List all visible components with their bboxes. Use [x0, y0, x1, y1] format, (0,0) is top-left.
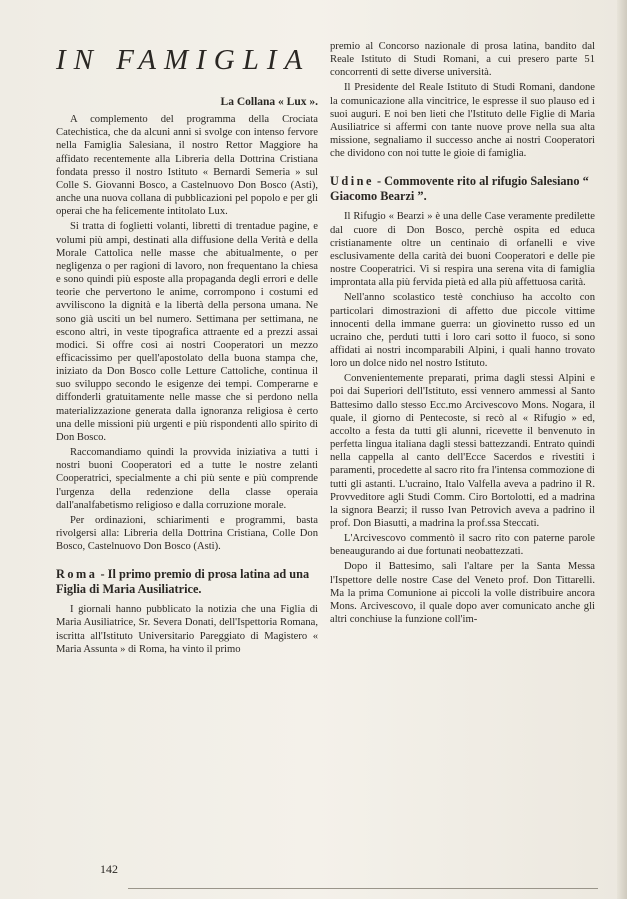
page-edge-shadow — [617, 0, 627, 899]
section-heading-udine — [330, 174, 595, 204]
paragraph: Il Presidente del Reale Istituto di Studi Romani, dandone la comunicazione alla vincitrice, le espresse il suo plauso ed i suoi auguri. E noi ben lieti che l'Istituto delle Figlie di Maria Ausiliatrice si affermi con tante nuove prove nella sua alta missione, segnaliamo il successo anche ai nostri Cooperatori che dividono con noi tutte le gioie di famiglia. — [330, 82, 595, 160]
section-heading-roma — [56, 567, 318, 597]
paragraph: Convenientemente preparati, prima dagli stessi Alpini e poi dai Superiori dell'Istituto, essi vennero ammessi al Santo Battesimo dallo stesso Ecc.mo Arcivescovo Mons. Nogara, il quale, il giorno di Pentecoste, si recò al « Rifugio » ed, accolto a festa da tutti gli alunni, ricevette il benvenuto in perfetta lingua italiana dagli stessi battezzandi. Entrato quindi nella cappella al canto dell'Ecce Sacerdos e rivestiti i paramenti, procedette al sacro rito fra l'intensa commozione di tutti gli astanti. L'ucraino, Italo Valfella aveva a padrino il R. Provveditore agli Studi Comm. Ciro Bortolotti, ed a madrina la signora Bearzi; il russo Ivan Petrovich aveva a padrino il prof. Don Biasutti, a madrina la prof.ssa Steccati. — [330, 373, 595, 529]
paragraph: Si tratta di foglietti volanti, libretti di trentadue pagine, e volumi più ampi, destinati alla diffusione della Verità e della Morale Cattolica nelle masse che abitualmente, o per negligenza o per ragioni di lavoro, non frequentano la chiesa e sono quindi più esposte alla propaganda degli errori e delle teorie che pervertono le anime, corrompono i costumi ed avviliscono la dignità e la libertà della persona umana. Ne sono già usciti un bel numero. Settimana per settimana, ne escono altri, in veste tipografica attraente ed a prezzi assai modici. Si offre così ai nostri Cooperatori un mezzo efficacissimo per quell'apostolato della buona stampa che, iniziato da Don Bosco colle Letture Cattoliche, continua il suo sviluppo secondo le esigenze dei tempi. Comperarne e diffonderli gratuitamente nelle masse che si perdono nella materializzazione generata dalla ignoranza religiosa è certo una delle missioni più urgenti e più rispondenti allo spirito di Don Bosco. — [56, 221, 318, 443]
section-place: Udine — [330, 174, 374, 189]
paragraph: A complemento del programma della Crociata Catechistica, che da alcuni anni si svolge con intenso fervore nella Famiglia Salesiana, il nostro Rettor Maggiore ha affidato recentemente alla Libreria della Dottrina Cristiana fondata presso il nostro Istituto « Bernardi Semeria » sul Colle S. Giovanni Bosco, a Castelnuovo Don Bosco (Asti), anche una nuova collana di pubblicazioni pel popolo e per gli operai che ha felicemente intitolato Lux. — [56, 114, 318, 218]
paragraph: Raccomandiamo quindi la provvida iniziativa a tutti i nostri buoni Cooperatori ed a tutte le nostre zelanti Cooperatrici, specialmente a chi più sente e più comprende l'urgenza della redenzione della classe operaia dall'analfabetismo religioso e dalla corruzione morale. — [56, 447, 318, 511]
right-column — [330, 40, 595, 628]
paragraph: Il Rifugio « Bearzi » è una delle Case veramente predilette dal cuore di Don Bosco, perchè ospita ed educa cristianamente oltre un centinaio di orfanelli e vive esclusivamente della carità dei buoni Cooperatori e delle pie nostre Cooperatrici. Vi si respira una serena vita di famiglia improntata alla più fervida pietà ed alla più affettuosa carità. — [330, 211, 595, 289]
bottom-rule — [128, 888, 598, 889]
section-heading-text: - Il primo premio di prosa latina ad una Figlia di Maria Ausiliatrice. — [56, 567, 310, 597]
paragraph: Nell'anno scolastico testè conchiuso ha accolto con particolari dimostrazioni di affetto due piccole vittime innocenti della immane guerra: un giovinetto russo ed un ucraino che, perduti tutti i loro cari sotto il fuoco, si sono affidati ai nostri incomparabili Alpini, i quali hanno trovato loro un dolce nido nel nostro Istituto. — [330, 292, 595, 370]
section-place: Roma — [56, 567, 98, 582]
paragraph: premio al Concorso nazionale di prosa latina, bandito dal Reale Istituto di Studi Romani, a cui presero parte 51 concorrenti di sette diverse università. — [330, 41, 595, 79]
paragraph: L'Arcivescovo commentò il sacro rito con paterne parole beneaugurando ai due fortunati neobattezzati. — [330, 533, 595, 558]
paragraph: I giornali hanno pubblicato la notizia che una Figlia di Maria Ausiliatrice, Sr. Severa Donati, dell'Ispettoria Romana, iscritta all'Istituto Universitario Pareggiato di Magistero « Maria Assunta » di Roma, ha vinto il primo — [56, 604, 318, 655]
paragraph: Dopo il Battesimo, salì l'altare per la Santa Messa l'Ispettore delle nostre Case del Veneto prof. Don Tittarelli. Ma la prima Comunione ai piccoli la volle distribuire ancora Mons. Arcivescovo, il quale dopo aver comunicato anche gli altri conchiuse la funzione coll'im- — [330, 561, 595, 626]
section-heading-text: - Commovente rito al rifugio Salesiano “ Giacomo Bearzi ”. — [330, 174, 589, 204]
page-number: 142 — [100, 862, 118, 876]
left-column — [56, 38, 318, 658]
subhead-collana-lux: La Collana « Lux ». — [220, 96, 318, 108]
paragraph: Per ordinazioni, schiarimenti e programmi, basta rivolgersi alla: Libreria della Dottrina Cristiana, Colle Don Bosco, Castelnuovo Don Bosco (Asti). — [56, 514, 318, 553]
page-title: IN FAMIGLIA — [56, 44, 311, 76]
